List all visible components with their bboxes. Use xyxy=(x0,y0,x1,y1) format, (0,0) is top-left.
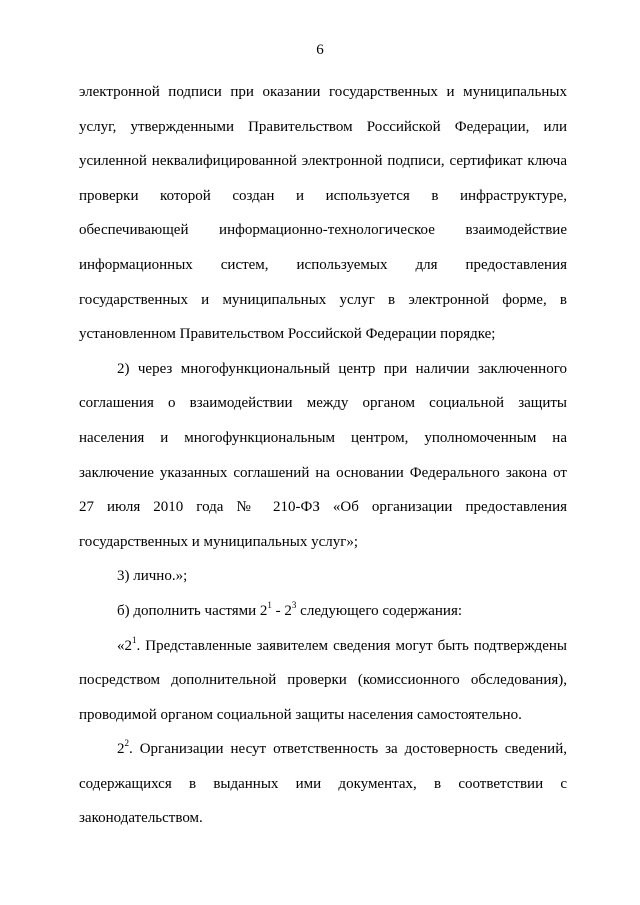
paragraph-mfc-item-2: 2) через многофункциональный центр при наличии заключенного соглашения о взаимодействии между органом социальной защиты населения и многофункциональным центром, уполномоченным на заключение указанных соглашений на основании Федерального закона от 27 июля 2010 года № 210-ФЗ «Об организации предоставления государственных и муниципальных услуг»; xyxy=(79,360,567,550)
paragraph-item-3-in-person: 3) лично.»; xyxy=(117,568,188,585)
amend-parts-sup-3: 3 xyxy=(291,599,297,610)
part-2-2-prefix: 2 xyxy=(117,741,125,758)
part-2-1-text: . Представленные заявителем сведения могут быть подтверждены посредством дополнительной проверки (комиссионного обследования), проводимой органом социальной защиты населения самостоятельно. xyxy=(79,637,567,723)
part-2-2-sup: 2 xyxy=(124,738,129,749)
amend-parts-prefix: б) дополнить частями 2 xyxy=(117,602,268,619)
part-2-1-prefix: «2 xyxy=(117,637,132,654)
part-2-1-sup: 1 xyxy=(132,634,137,645)
amend-parts-middle: - 2 xyxy=(271,602,292,619)
page-number: 6 xyxy=(316,42,324,58)
amend-parts-sup-1: 1 xyxy=(267,599,272,610)
paragraph-amend-parts xyxy=(79,594,567,629)
paragraph-part-2-1 xyxy=(79,629,567,733)
paragraph-electronic-signature: электронной подписи при оказании государственных и муниципальных услуг, утвержденными Правительством Российской Федерации, или усиленной неквалифицированной электронной подписи, сертификат ключа проверки которой создан и используется в инфраструктуре, обеспечивающей информационно-технологическое взаимодействие информационных систем, используемых для предоставления государственных и муниципальных услуг в электронной форме, в установленном Правительством Российской Федерации порядке; xyxy=(79,84,567,343)
amend-parts-suffix: следующего содержания: xyxy=(296,602,463,619)
paragraph-part-2-2 xyxy=(79,732,567,836)
document-body xyxy=(79,75,567,836)
part-2-2-text: . Организации несут ответственность за достоверность сведений, содержащихся в выданных ими документах, в соответствии с законодательством. xyxy=(79,741,567,827)
